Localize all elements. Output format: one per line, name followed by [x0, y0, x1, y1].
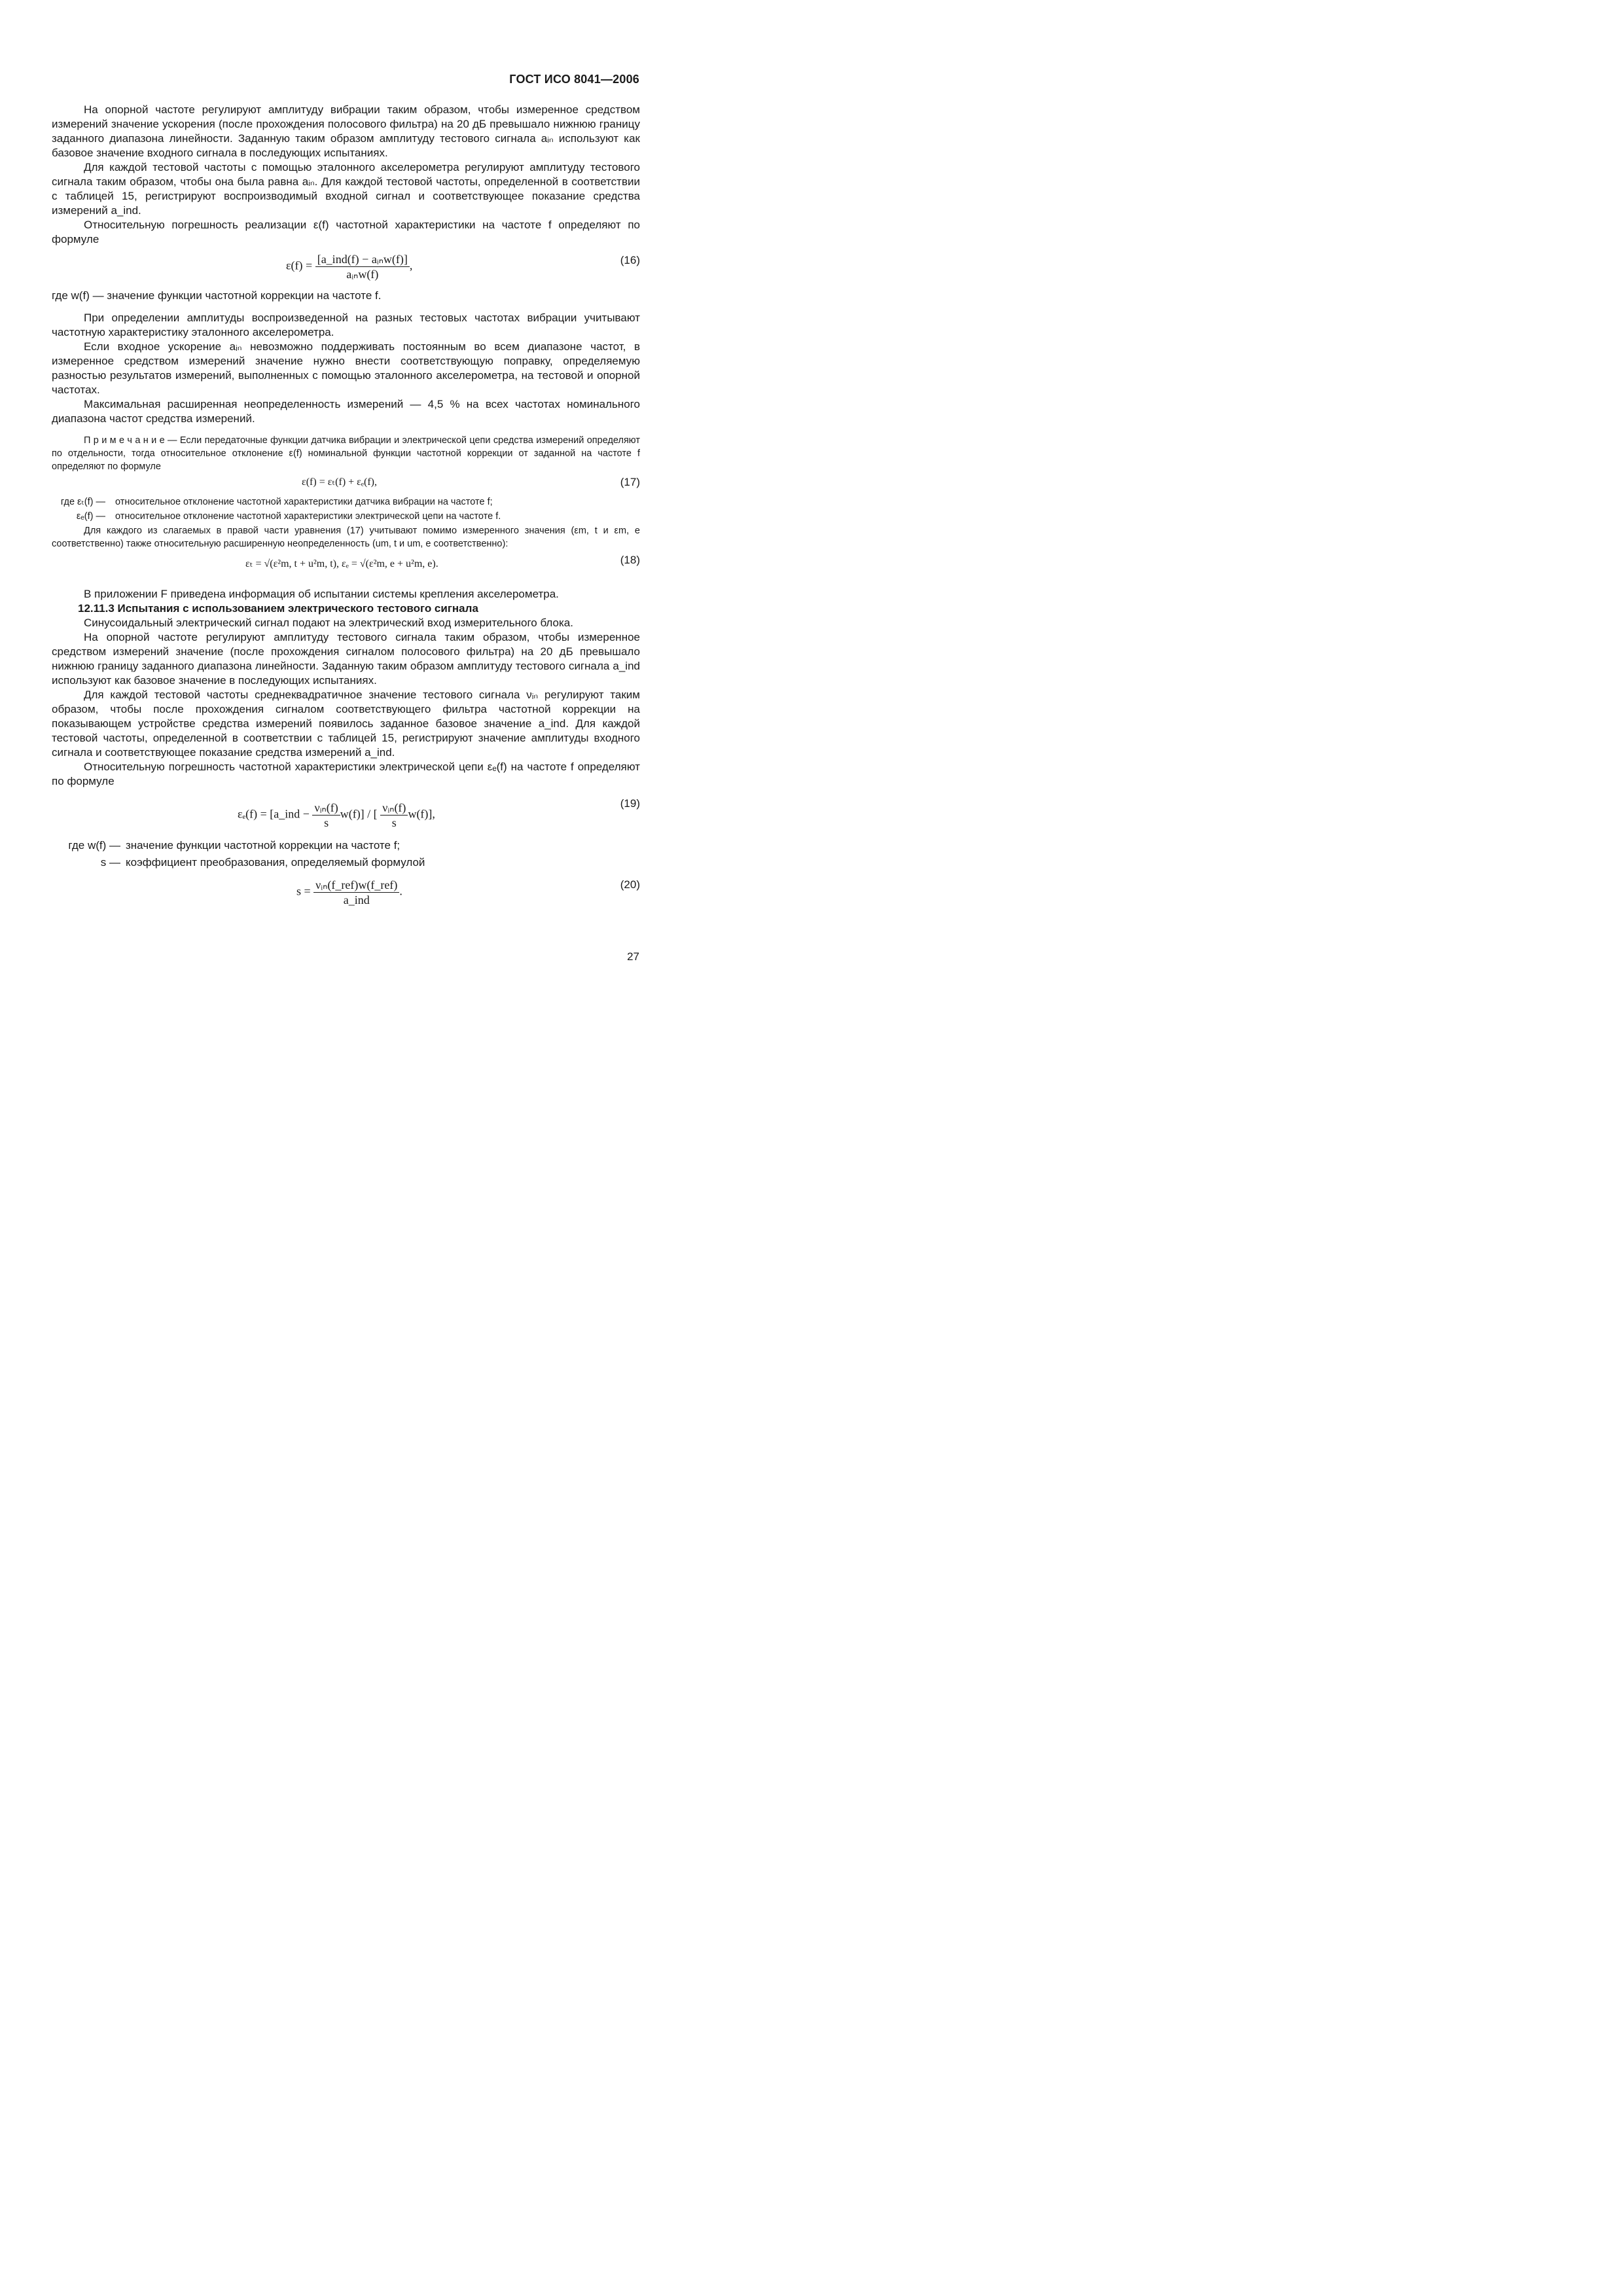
formula-number: (18) — [620, 554, 640, 566]
note — [52, 434, 640, 473]
fraction-numerator: νᵢₙ(f_ref)w(f_ref) — [313, 878, 399, 893]
formula-fraction — [313, 878, 399, 907]
formula-lhs: ε(f) = — [286, 259, 313, 272]
formula-fraction — [380, 800, 408, 830]
paragraph: Относительную погрешность частотной характеристики электрической цепи εₑ(f) на частоте f определяют по формуле — [52, 761, 640, 787]
formula-number: (16) — [620, 254, 640, 266]
formula-expression: ε(f) = εₜ(f) + εₑ(f), — [302, 476, 377, 488]
formula-middle: w(f)] / [ — [340, 807, 378, 821]
definition-text: значение функции частотной коррекции на частоте f; — [126, 839, 401, 852]
fraction-denominator: a_ind — [343, 893, 370, 906]
definition-term: εₑ(f) — — [76, 511, 105, 522]
definition-row — [52, 510, 640, 524]
page-number: 27 — [627, 950, 639, 963]
formula-number: (19) — [620, 797, 640, 810]
paragraph: Для каждой тестовой частоты с помощью эталонного акселерометра регулируют амплитуду тестового сигнала таким образом, чтобы она была равна aᵢₙ. Для каждой тестовой частоты, определенной в соответствии с таблицей 15, регистрируют воспроизводимый входной сигнал и соответствующее показание средства измерений a_ind. — [52, 161, 640, 217]
definition-row — [52, 495, 640, 510]
paragraph: В приложении F приведена информация об испытании системы крепления акселерометра. — [84, 588, 559, 600]
formula-number: (17) — [620, 476, 640, 488]
formula-17 — [52, 476, 640, 492]
paragraph: Для каждой тестовой частоты среднеквадратичное значение тестового сигнала νᵢₙ регулируют таким образом, чтобы после прохождения сигналом соответствующего фильтра частотной коррекции на показывающем устройстве средства измерений появилось заданное базовое значение a_ind. Для каждой тестовой частоты, определенной в соответствии с таблицей 15, регистрируют значение амплитуды входного сигнала и соответствующее показание средства измерений a_ind. — [52, 689, 640, 759]
definition-term: s — — [100, 856, 120, 869]
formula-expression: εₜ = √(ε²m, t + u²m, t), εₑ = √(ε²m, e + u²m, e). — [245, 558, 438, 569]
paragraph: Если входное ускорение aᵢₙ невозможно поддерживать постоянным во всем диапазоне частот, в измеренное средством измерений значение нужно внести соответствующую поправку, определяемую разностью результатов измерений, выполненных с помощью эталонного акселерометра, на тестовой и опорной частотах. — [52, 340, 640, 396]
fraction-denominator: s — [391, 816, 397, 829]
paragraph: При определении амплитуды воспроизведенной на разных тестовых частотах вибрации учитывают частотную характеристику эталонного акселерометра. — [52, 312, 640, 338]
definition-text: коэффициент преобразования, определяемый формулой — [126, 856, 425, 869]
formula-tail: . — [399, 884, 402, 898]
formula-20 — [52, 875, 640, 908]
paragraph: Относительную погрешность реализации ε(f) частотной характеристики на частоте f определяют по формуле — [52, 219, 640, 245]
paragraph: На опорной частоте регулируют амплитуду тестового сигнала таким образом, чтобы измеренное средством измерений значение (после прохождения сигналом полосового фильтра) на 20 дБ превышало нижнюю границу заданного диапазона линейности. Заданную таким образом амплитуду тестового сигнала a_ind используют как базовое значение в последующих испытаниях. — [52, 631, 640, 687]
fraction-numerator: νᵢₙ(f) — [380, 800, 408, 816]
formula-18 — [52, 553, 640, 579]
formula-number: (20) — [620, 878, 640, 891]
paragraph: Для каждого из слагаемых в правой части уравнения (17) учитывают помимо измеренного значения (εm, t и εm, e соответственно) также относительную расширенную неопределенность (um, t и um, e соответственно): — [52, 526, 640, 549]
formula-fraction — [315, 252, 410, 281]
definition-term: где w(f) — — [68, 839, 120, 852]
section-heading: 12.11.3 Испытания с использованием электрического тестового сигнала — [78, 602, 478, 615]
definition-text: относительное отклонение частотной характеристики электрической цепи на частоте f. — [115, 511, 501, 522]
note-label: П р и м е ч а н и е — [84, 435, 165, 446]
formula-19 — [52, 797, 640, 834]
definition-row — [52, 855, 640, 870]
formula-16 — [52, 249, 640, 281]
fraction-numerator: [a_ind(f) − aᵢₙw(f)] — [315, 252, 410, 267]
formula-tail: w(f)], — [408, 807, 435, 821]
note-text: — Если передаточные функции датчика вибрации и электрической цепи средства измерений определяют по отдельности, тогда относительное отклонение ε(f) номинальной функции частотной коррекции от заданной на частоте f определяют по формуле — [52, 435, 640, 472]
definition-text: относительное отклонение частотной характеристики датчика вибрации на частоте f; — [115, 497, 493, 507]
definition-term: где εₜ(f) — — [60, 497, 105, 507]
formula-lhs: εₑ(f) = [a_ind − — [238, 807, 310, 821]
paragraph: где w(f) — значение функции частотной коррекции на частоте f. — [52, 289, 382, 302]
paragraph: Максимальная расширенная неопределенность измерений — 4,5 % на всех частотах номинального диапазона частот средства измерений. — [52, 398, 640, 425]
formula-tail: , — [409, 259, 413, 272]
definition-row — [52, 838, 640, 853]
paragraph: Синусоидальный электрический сигнал подают на электрический вход измерительного блока. — [84, 617, 573, 629]
formula-fraction — [312, 800, 340, 830]
fraction-denominator: aᵢₙw(f) — [346, 268, 379, 281]
document-page — [0, 0, 722, 1022]
paragraph: На опорной частоте регулируют амплитуду вибрации таким образом, чтобы измеренное средством измерений значение ускорения (после прохождения полосового фильтра) на 20 дБ превышало нижнюю границу заданного диапазона линейности. Заданную таким образом амплитуду тестового сигнала aᵢₙ используют как базовое значение входного сигнала в последующих испытаниях. — [52, 103, 640, 159]
formula-lhs: s = — [296, 884, 311, 898]
fraction-numerator: νᵢₙ(f) — [312, 800, 340, 816]
fraction-denominator: s — [324, 816, 329, 829]
document-code-header: ГОСТ ИСО 8041—2006 — [509, 73, 639, 86]
body-text — [52, 103, 640, 912]
